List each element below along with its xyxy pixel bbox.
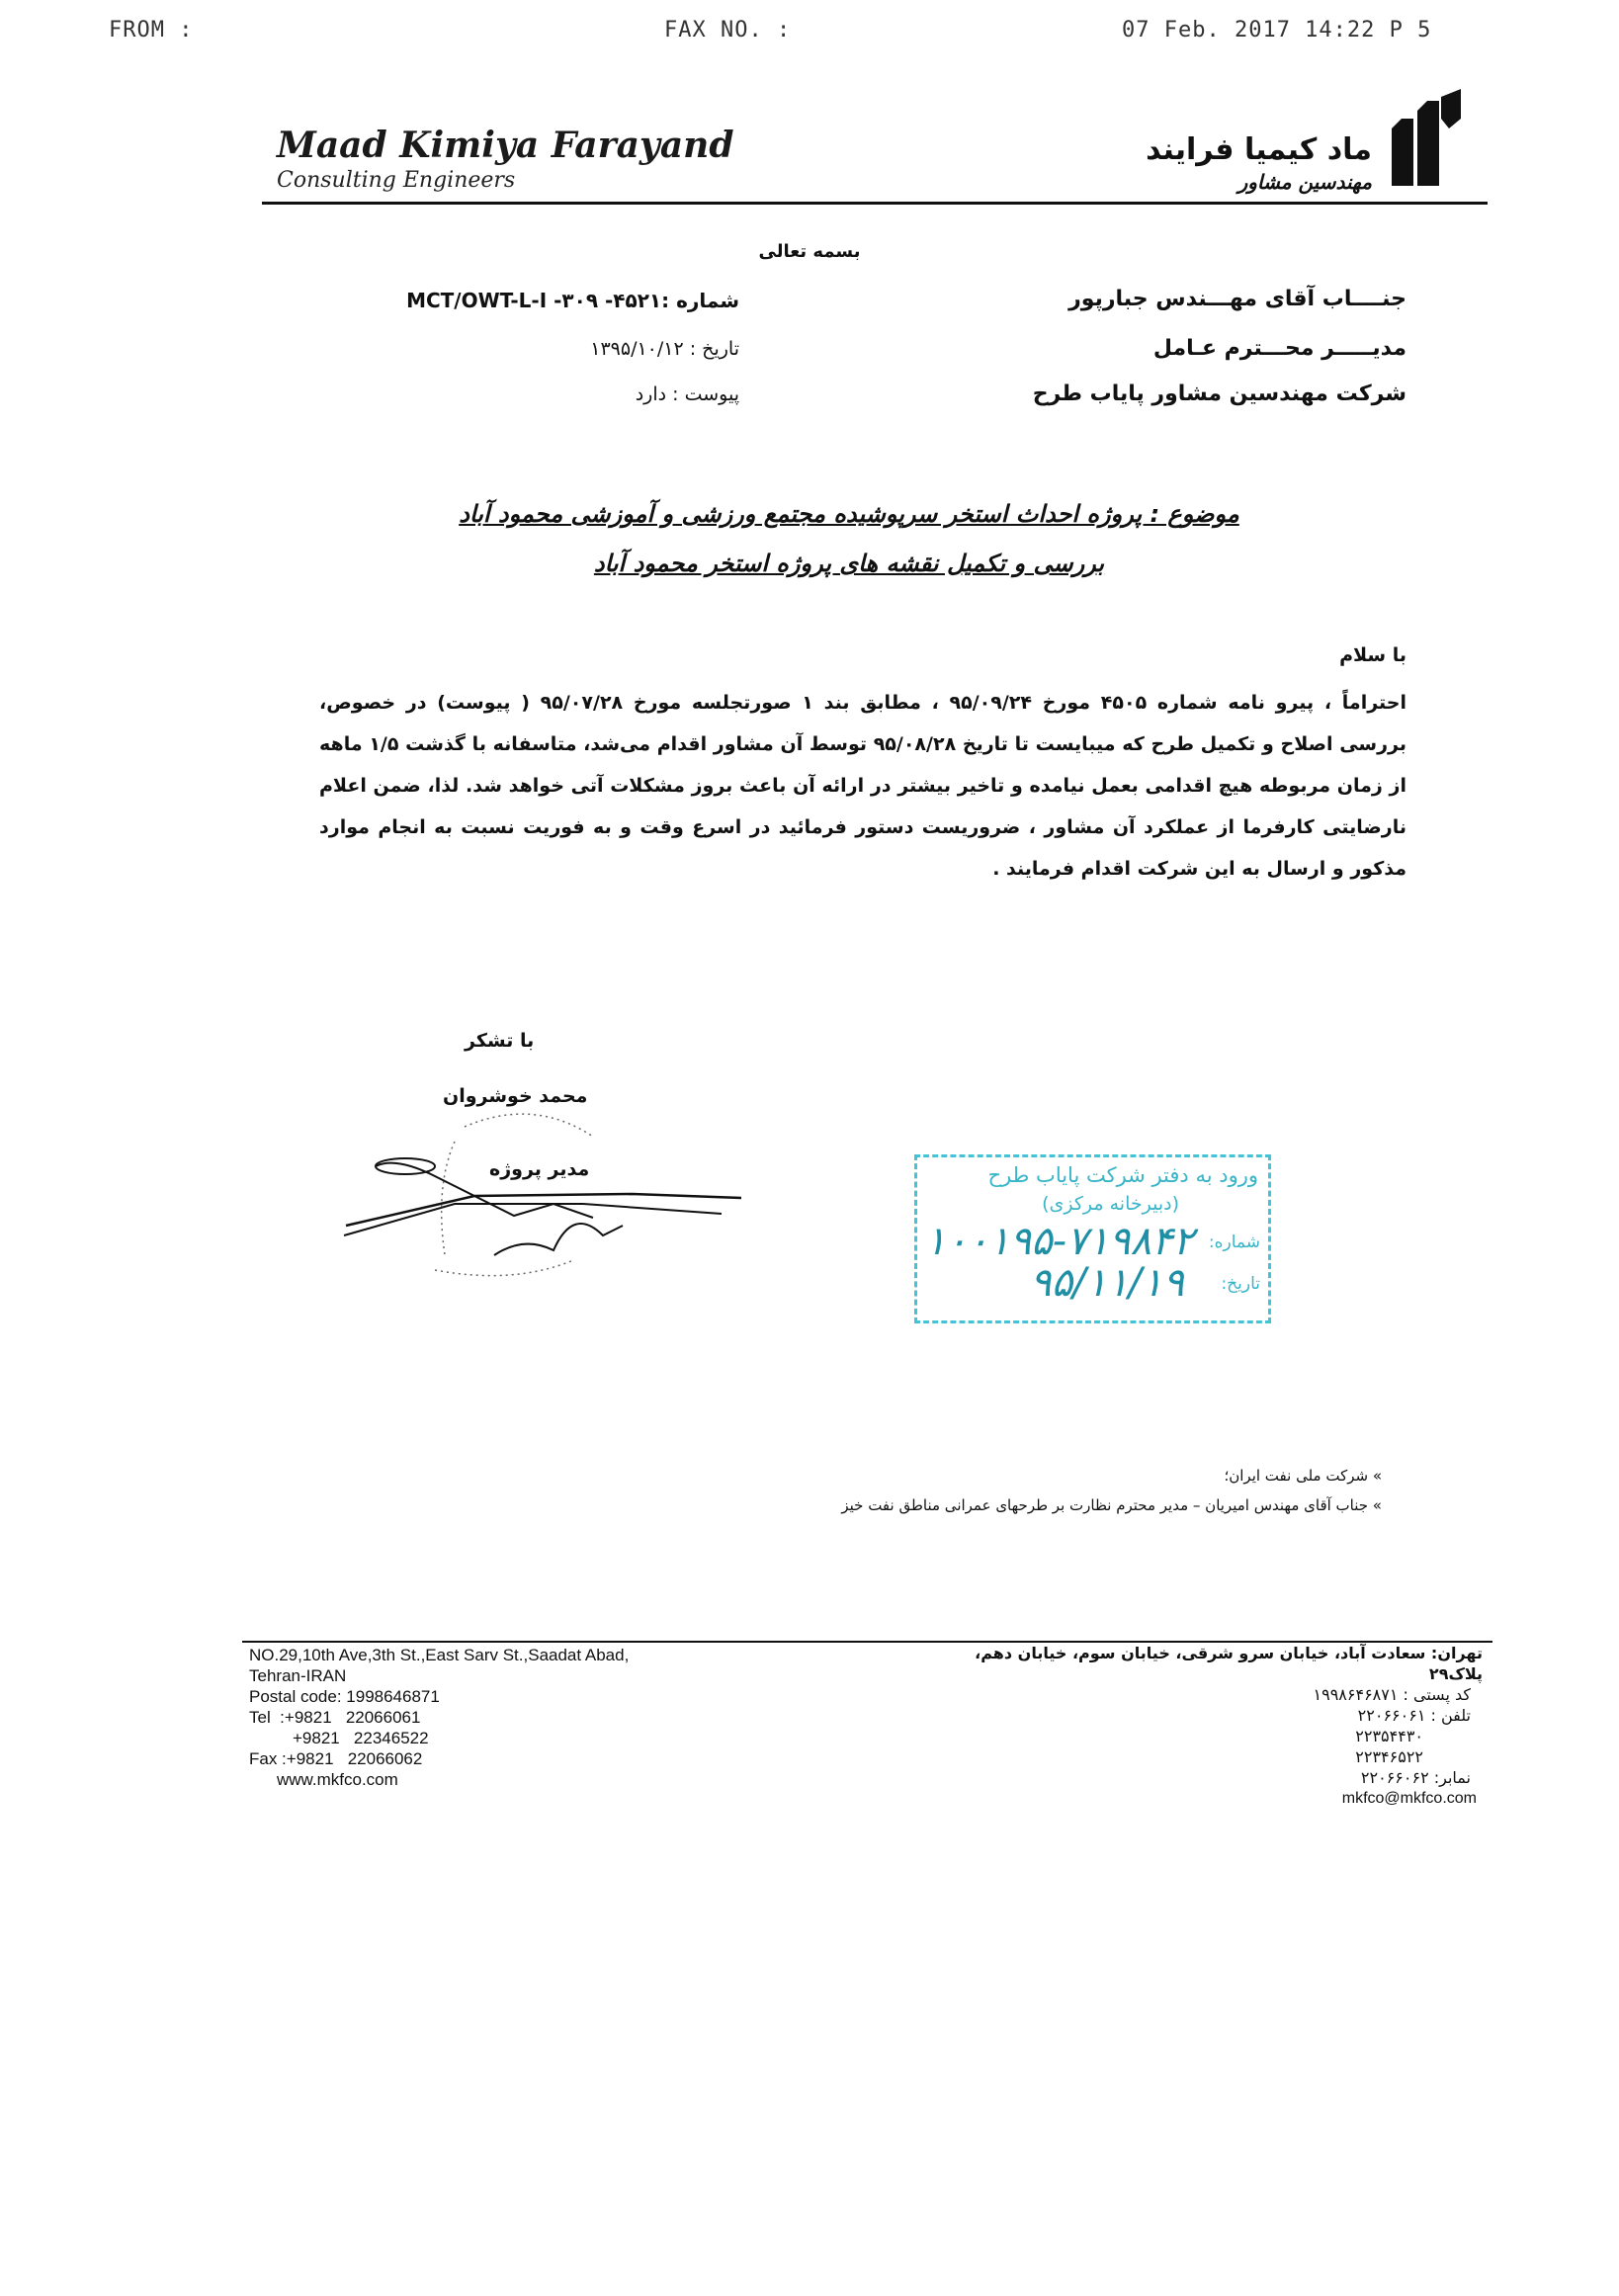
footer-fa-tel-2: ۲۲۳۵۴۴۳۰ xyxy=(1355,1727,1423,1745)
footer-website[interactable]: www.mkfco.com xyxy=(277,1770,398,1789)
footer-address-line-1: NO.29,10th Ave,3th St.,East Sarv St.,Saadat Abad, xyxy=(249,1646,630,1664)
footer-address-fa xyxy=(929,1643,1483,1809)
cc-line-2: » جناب آقای مهندس امیریان – مدیر محترم نظارت بر طرحهای عمرانی مناطق نفت خیز xyxy=(841,1496,1382,1514)
body-paragraph: احتراماً ، پیرو نامه شماره ۴۵۰۵ مورخ ۹۵/۰۹/۲۴ ، مطابق بند ۱ صورتجلسه مورخ ۹۵/۰۷/۲۸ ( پیوست) در خصوص، بررسی اصلاح و تکمیل طرح که میبایست تا تاریخ ۹۵/۰۸/۲۸ توسط آن مشاور اقدام می‌شد، متاسفانه با گذشت ۱/۵ ماهه از زمان مربوطه هیچ اقدامی بعمل نیامده و تاخیر بیشتر در ارائه آن باعث بروز مشکلات آتی خواهد شد. لذا، ضمن اعلام نارضایتی کارفرما از عملکرد آن مشاور ، ضروریست دستور فرمائید در اسرع وقت و به فوریت نسبت به انجام موارد مذکور و ارسال به این شرکت اقدام فرمایند . xyxy=(319,692,1407,880)
mkf-logo-icon xyxy=(1392,89,1461,188)
footer-fa-fax: نمابر: ۲۲۰۶۶۰۶۲ xyxy=(1360,1768,1471,1787)
fax-timestamp: 07 Feb. 2017 14:22 P 5 xyxy=(1122,18,1432,43)
stamp-subheading: (دبیرخانه مرکزی) xyxy=(1042,1193,1179,1215)
stamp-number-value: ۱۰۰۱۹۵-۷۱۹۸۴۲ xyxy=(924,1219,1194,1264)
greeting: با سلام xyxy=(1339,644,1406,666)
stamp-heading: ورود به دفتر شرکت پایاب طرح xyxy=(987,1163,1258,1187)
recipient-title: مدیـــــر محـــترم عـامل xyxy=(1152,336,1406,361)
subject-line-2: بررسی و تکمیل نقشه های پروژه استخر محمود آباد xyxy=(593,550,1105,577)
footer-fa-address: تهران: سعادت آباد، خیابان سرو شرقی، خیابان سوم، خیابان دهم، پلاک۲۹ xyxy=(975,1644,1483,1683)
company-name-fa: ماد کیمیا فرایند xyxy=(1146,132,1372,167)
footer-postal-code: Postal code: 1998646871 xyxy=(249,1687,440,1706)
recipient-name: جنــــاب آقای مهـــندس جبارپور xyxy=(1068,287,1406,311)
signatory-title: مدیر پروژه xyxy=(489,1158,590,1180)
stamp-number-label: شماره: xyxy=(1208,1233,1260,1252)
cc-line-1: » شرکت ملی نفت ایران؛ xyxy=(1224,1467,1382,1485)
footer-tel-2: +9821 22346522 xyxy=(293,1729,429,1747)
footer-fax: Fax :+9821 22066062 xyxy=(249,1749,423,1768)
letter-attachment: پیوست : دارد xyxy=(635,383,739,405)
received-stamp xyxy=(914,1154,1271,1323)
letter-date: تاریخ : ۱۳۹۵/۱۰/۱۲ xyxy=(590,338,739,360)
stamp-date-label: تاریخ: xyxy=(1221,1274,1260,1294)
subject-line-1: موضوع : پروژه احداث استخر سرپوشیده مجتمع ورزشی و آموزشی محمود آباد xyxy=(459,500,1239,528)
signatory-name: محمد خوشروان xyxy=(443,1085,588,1107)
stamp-date-value: ۹۵/۱۱/۱۹ xyxy=(1030,1260,1184,1306)
footer-fa-tel-3: ۲۲۳۴۶۵۲۲ xyxy=(1355,1747,1423,1766)
fax-number-label: FAX NO. : xyxy=(664,18,792,43)
signature-scribble xyxy=(336,1087,751,1285)
footer-tel-1: Tel :+9821 22066061 xyxy=(249,1708,421,1727)
footer-address-line-2: Tehran-IRAN xyxy=(249,1666,347,1685)
invocation: بسمه تعالی xyxy=(758,241,861,262)
footer-address-en xyxy=(249,1645,629,1790)
footer-fa-postal: کد پستی : ۱۹۹۸۶۴۶۸۷۱ xyxy=(1313,1685,1471,1704)
recipient-company: شرکت مهندسین مشاور پایاب طرح xyxy=(1032,382,1406,406)
company-name-en: Maad Kimiya Farayand xyxy=(277,125,734,166)
footer-fa-tel-1: تلفن : ۲۲۰۶۶۰۶۱ xyxy=(1357,1706,1471,1725)
company-subtitle-fa: مهندسین مشاور xyxy=(1237,170,1372,194)
fax-from-label: FROM : xyxy=(109,18,194,43)
letterhead-rule xyxy=(262,202,1488,205)
closing: با تشکر xyxy=(465,1030,535,1052)
footer-email[interactable]: mkfco@mkfco.com xyxy=(1341,1790,1477,1807)
letter-number: شماره :۴۵۲۱- MCT/OWT-L-I -۳۰۹ xyxy=(406,289,739,312)
company-subtitle-en: Consulting Engineers xyxy=(277,168,516,193)
